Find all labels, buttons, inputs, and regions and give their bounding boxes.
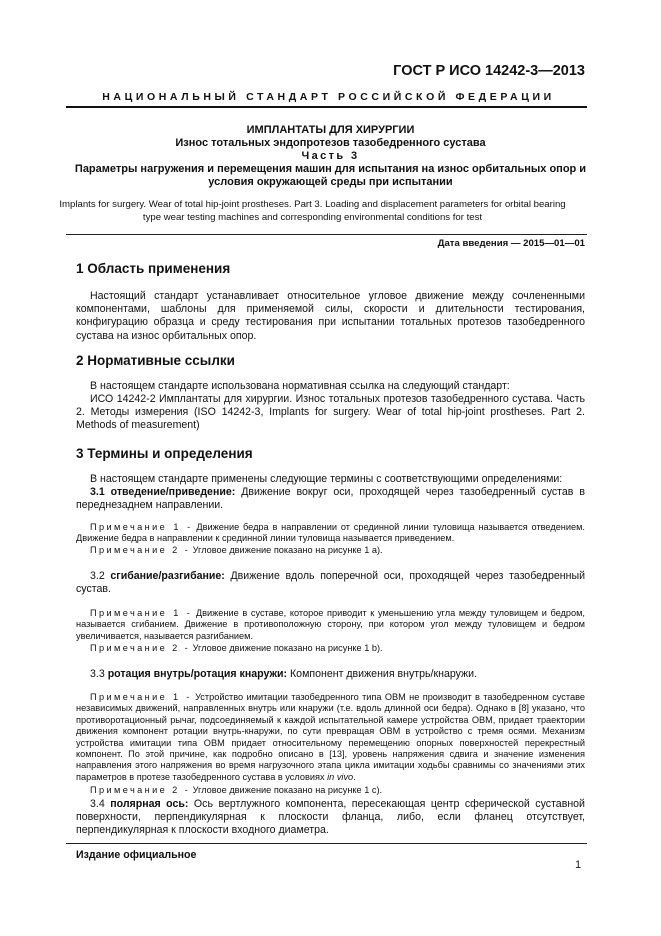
term-3-2-note-2 <box>76 643 585 654</box>
date-rule <box>66 234 587 235</box>
term-3-1-term: отведение/приведение: <box>110 486 236 498</box>
introduction-date: Дата введения — 2015—01—01 <box>437 238 585 249</box>
section-2-intro: В настоящем стандарте использована нормативная ссылка на следующий стандарт: <box>90 380 510 392</box>
term-3-3-definition: Компонент движения внутрь/кнаружи. <box>290 668 478 680</box>
note-label: Примечание 2 - <box>90 643 191 653</box>
note-label: Примечание 1 - <box>90 608 193 618</box>
english-title-line-1: Implants for surgery. Wear of total hip-joint prostheses. Part 3. Loading and displacement parameters for orbital bearing <box>59 199 566 210</box>
national-standard-banner: НАЦИОНАЛЬНЫЙ СТАНДАРТ РОССИЙСКОЙ ФЕДЕРАЦИИ <box>102 91 555 103</box>
english-title <box>40 198 585 224</box>
term-3-1 <box>76 486 585 512</box>
note-text: Угловое движение показано на рисунке 1 a). <box>192 545 383 555</box>
title-line-1: ИМПЛАНТАТЫ ДЛЯ ХИРУРГИИ <box>246 124 415 136</box>
term-3-4-number: 3.4 <box>90 798 105 810</box>
note-end: . <box>353 771 356 782</box>
section-1-text <box>76 290 585 343</box>
note-italic-text: in vivo <box>327 771 354 782</box>
title-line-2: Износ тотальных эндопротезов тазобедренного сустава <box>175 137 486 149</box>
title-line-4: условия окружающей среды при испытании <box>208 176 453 188</box>
section-2-reference: ИСО 14242-2 Имплантаты для хирургии. Износ тотальных протезов тазобедренного сустава. Часть 2. Методы измерения (ISO 14242-3, Implants for surgery. Wear of total hip-joint prostheses. Part 2. Methods of measurement) <box>76 393 585 432</box>
section-2-heading: 2 Нормативные ссылки <box>76 353 235 368</box>
note-label: Примечание 1 - <box>90 522 193 532</box>
section-3-intro: В настоящем стандарте применены следующие термины с соответствующими определениями: <box>90 473 563 485</box>
term-3-1-note-2 <box>76 545 585 556</box>
term-3-3-number: 3.3 <box>90 668 105 680</box>
term-3-3-note-1 <box>76 692 585 783</box>
term-3-1-definition: Движение вокруг оси, проходящей через тазобедренный сустав в переднезаднем направлении. <box>76 486 585 512</box>
title-part: Часть 3 <box>301 150 360 162</box>
note-label: Примечание 1 - <box>90 692 192 702</box>
official-edition-label: Издание официальное <box>76 849 197 861</box>
section-1-body: Настоящий стандарт устанавливает относительное угловое движение между сочлененными компонентами, шаблоны для применяемой силы, скорости и длительности тестирования, конфигурацию образца и среду тестирования при испытании тотальных протезов тазобедренного сустава на износ орбитальных опор. <box>76 290 585 342</box>
note-text: Устройство имитации тазобедренного типа ОВМ не производит в тазобедренном суставе независимых движений, направленных внутрь или кнаружи (т.е. вдоль длинной оси бедра). Однако в [8] указано, что противоротационный рычаг, подсоединяемый к каждой испытательной камере устройства ОВМ, придает траектории движения компонент ротации внутрь-кнаружи, по сути превращая ОВМ в устройство с тремя осями. Механизм устройства имитации типа ОВМ придает относительному перемещению опорных поверхностей перекрестный компонент. По этой причине, как подробно описано в [13], уровень напряжения сдвига и значение изменения направления этого напряжения во время нагрузочного этапа цикла имитации ходьбы сравнимы со значениями этих параметров в протезе тазобедренного сустава в условиях <box>76 692 585 782</box>
term-3-3 <box>76 668 585 681</box>
term-3-3-note-2 <box>76 785 585 796</box>
header-rule <box>66 106 587 108</box>
note-text: Угловое движение показано на рисунке 1 b). <box>192 643 383 653</box>
standard-designation: ГОСТ Р ИСО 14242-3—2013 <box>393 63 585 79</box>
term-3-2 <box>76 570 585 596</box>
note-text: Движение в суставе, которое приводит к уменьшению угла между туловищем и бедром, называется сгибанием. Движение в противоположную сторону, при котором угол между туловищем и бедром увеличивается, называется разгибанием. <box>76 608 585 641</box>
term-3-2-term: сгибание/разгибание: <box>110 570 225 582</box>
note-label: Примечание 2 - <box>90 545 191 555</box>
page-number: 1 <box>575 859 581 871</box>
term-3-2-number: 3.2 <box>90 570 105 582</box>
term-3-2-definition: Движение вдоль поперечной оси, проходящей через тазобедренный сустав. <box>76 570 586 596</box>
note-text: Угловое движение показано на рисунке 1 c). <box>192 785 383 795</box>
english-title-line-2: type wear testing machines and corresponding environmental conditions for test <box>142 212 483 223</box>
term-3-4 <box>76 798 585 838</box>
term-3-4-term: полярная ось: <box>110 798 189 810</box>
note-label: Примечание 2 - <box>90 785 191 795</box>
term-3-1-number: 3.1 <box>90 486 105 498</box>
term-3-1-note-1 <box>76 522 585 545</box>
term-3-3-term: ротация внутрь/ротация кнаружи: <box>107 668 288 680</box>
term-3-4-definition: Ось вертлужного компонента, пересекающая центр сферической суставной поверхности, перпендикулярная к плоскости фланца, либо, если фланец отсутствует, перпендикулярная к плоскости входного диаметра. <box>76 798 585 837</box>
section-1-heading: 1 Область применения <box>76 261 231 276</box>
term-3-2-note-1 <box>76 608 585 642</box>
section-3-heading: 3 Термины и определения <box>76 446 253 461</box>
footer-rule <box>66 843 587 844</box>
title-line-3: Параметры нагружения и перемещения машин для испытания на износ орбитальных опор и <box>74 163 587 175</box>
note-text: Движение бедра в направлении от срединной линии туловища называется отведением. Движение бедра в направлении к срединной линии туловища называется приведением. <box>76 522 585 544</box>
